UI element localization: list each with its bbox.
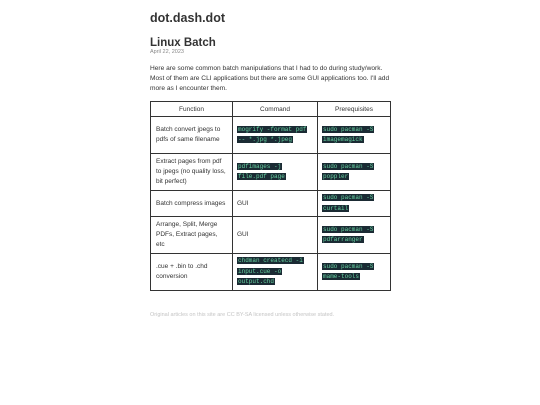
prereq-code: sudo pacman -S pdfarranger	[323, 225, 374, 243]
command-code: pdfimages -j file.pdf page	[238, 162, 285, 180]
function-cell: .cue + .bin to .chd conversion	[151, 254, 233, 291]
command-cell	[233, 254, 318, 291]
prereq-code: sudo pacman -S poppler	[323, 162, 374, 180]
prereq-cell	[318, 154, 391, 191]
site-title-link[interactable]: dot.dash.dot	[150, 11, 225, 25]
function-cell: Batch convert jpegs to pdfs of same filename	[151, 117, 233, 154]
prereq-code: sudo pacman -S imagemagick	[323, 125, 374, 143]
prereq-code: sudo pacman -S mame-tools	[323, 262, 374, 280]
license-footer: Original articles on this site are CC BY-SA licensed unless otherwise stated.	[150, 312, 335, 318]
prereq-cell	[318, 191, 391, 217]
command-cell	[233, 117, 318, 154]
prereq-cell	[318, 217, 391, 254]
table-row	[151, 217, 391, 254]
prereq-code: sudo pacman -S curtail	[323, 194, 374, 212]
table-row	[151, 154, 391, 191]
prereq-cell	[318, 254, 391, 291]
function-cell: Arrange, Split, Merge PDFs, Extract pages, etc	[151, 217, 233, 254]
function-cell: Extract pages from pdf to jpegs (no quality loss, bit perfect)	[151, 154, 233, 191]
table-row	[151, 117, 391, 154]
table-row	[151, 254, 391, 291]
post-title: Linux Batch	[150, 37, 216, 49]
batch-table	[150, 101, 391, 291]
table-header-row	[151, 102, 391, 117]
header-prerequisites: Prerequisites	[318, 102, 391, 117]
command-cell	[233, 154, 318, 191]
table-row	[151, 191, 391, 217]
command-code: chdman createcd -i input.cue -o output.chd	[238, 257, 303, 286]
command-cell: GUI	[233, 217, 318, 254]
command-cell: GUI	[233, 191, 318, 217]
header-command: Command	[233, 102, 318, 117]
function-cell: Batch compress images	[151, 191, 233, 217]
prereq-cell	[318, 117, 391, 154]
post-intro: Here are some common batch manipulations that I had to do during study/work. Most of them are CLI applications but there are some GUI applications too. I'll add more as I encounter them.	[150, 65, 390, 92]
command-code: mogrify -format pdf -- *.jpg *.jpeg	[238, 125, 307, 143]
post-date: April 22, 2023	[150, 49, 184, 55]
header-function: Function	[151, 102, 233, 117]
